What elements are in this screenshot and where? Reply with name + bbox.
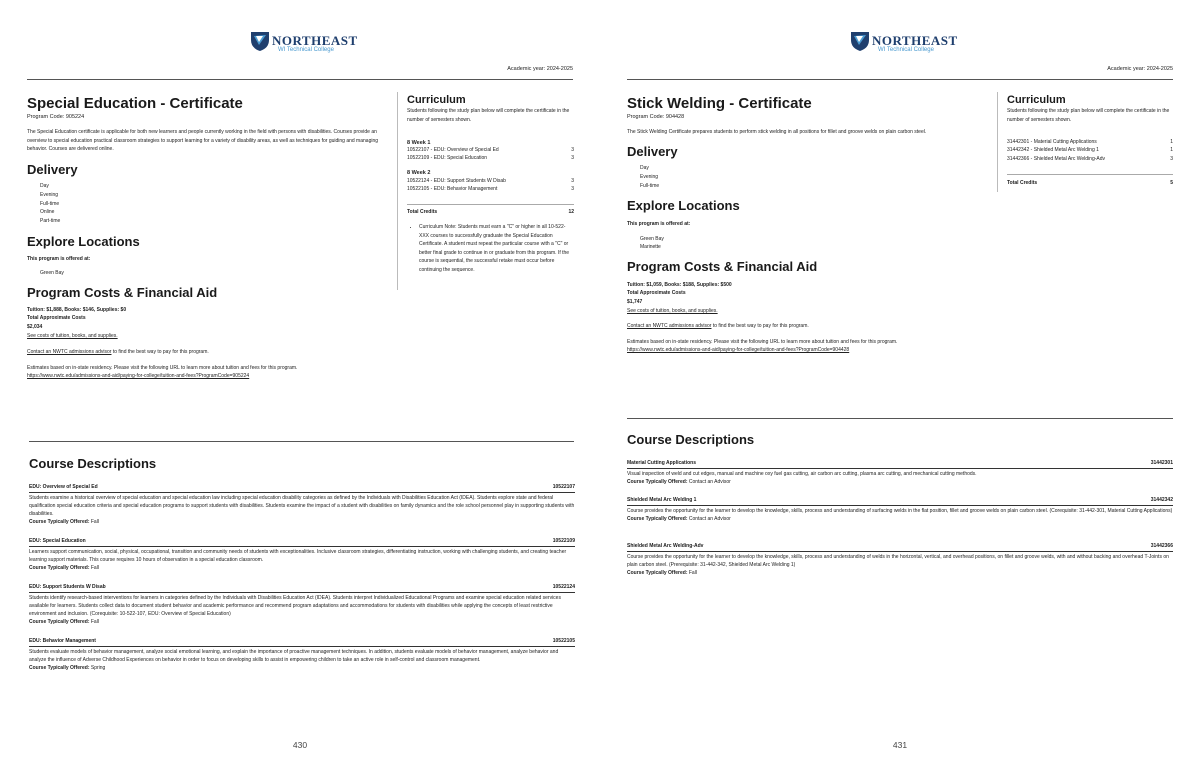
course-title: Shielded Metal Arc Welding-Adv (627, 543, 704, 549)
see-costs-link[interactable]: See costs of tuition, books, and supplies. (627, 308, 718, 314)
logo-subtitle: WI Technical College (278, 47, 334, 53)
offered-value: Fall (89, 565, 99, 571)
group-label: 8 Week 1 (407, 140, 431, 146)
courses-rule (29, 441, 574, 442)
course-title: EDU: Behavior Management (29, 638, 96, 644)
page-431 (600, 0, 1200, 776)
total-costs-label: Total Approximate Costs (27, 315, 86, 321)
course-descriptions-heading: Course Descriptions (29, 456, 157, 471)
tuition-url-link[interactable]: https://www.nwtc.edu/admissions-and-aid/paying-for-college/tuition-and-fees?ProgramCode=905224 (27, 373, 250, 379)
location-item: Marinette (640, 244, 661, 250)
course-name: 31442366 - Shielded Metal Arc Welding-Adv (1007, 156, 1106, 162)
advisor-link[interactable]: Contact an NWTC admissions advisor (27, 349, 112, 355)
offered-label: Course Typically Offered: (29, 665, 90, 671)
course-desc: Course provides the opportunity for the learner to develop the knowledge, skills, process and understanding of welds in the horizontal, vertical, and overhead positions, on fillet and groove welds, with and without backing and overhead T-Joints on plain carbon steel. (Prerequisite: 31-442-342, Shielded Metal Arc Welding 1) (627, 554, 1169, 568)
delivery-item: Online (40, 209, 55, 216)
courses-rule (627, 418, 1173, 419)
credits-rule (1007, 174, 1173, 175)
course-title: Shielded Metal Arc Welding 1 (627, 497, 697, 503)
course-block (29, 584, 575, 626)
header-rule (27, 79, 573, 80)
course-block (627, 497, 1173, 523)
course-block (29, 538, 575, 572)
curriculum-divider (997, 92, 998, 192)
delivery-item: Full-time (40, 200, 60, 207)
course-desc: Learners support communication, social, physical, occupational, transition and community needs of students with exceptionalities. Inclusive classroom strategies, differentiating instruction, working with challenging students, and creating teacher learning support materials. This course requires 10 hours of observation in a special education classroom. (29, 549, 567, 563)
total-credits-label: Total Credits (407, 209, 438, 215)
delivery-heading: Delivery (27, 162, 78, 177)
curriculum-note-text: • Curriculum Note: Students must earn a "C" or higher in all 10-522-XXX courses to successfully graduate the Special Education Certificate. A student must repeat the particular course with a "C" or better final grade to continue in or graduate from this program. If the course is sequential, the successful retake must occur before continuing the sequence. (419, 223, 574, 274)
course-title: EDU: Support Students W Disab (29, 584, 106, 590)
course-credits: 1 (1170, 139, 1173, 145)
total-costs-value: $1,747 (627, 299, 643, 305)
curriculum-row (407, 147, 574, 155)
offered-label: Course Typically Offered: (627, 570, 688, 576)
offered-value: Fall (89, 519, 99, 525)
course-credits: 3 (571, 147, 574, 153)
offered-value: Spring (89, 665, 106, 671)
total-costs-label: Total Approximate Costs (627, 290, 686, 296)
program-title: Special Education - Certificate (27, 95, 243, 112)
course-block (627, 543, 1173, 577)
location-item: Green Bay (40, 270, 64, 276)
course-code: 10522109 (552, 538, 575, 544)
shield-logo-icon (250, 30, 270, 52)
course-name: 10522109 - EDU: Special Education (407, 155, 488, 161)
course-block (627, 460, 1173, 486)
course-name: 31442301 - Material Cutting Applications (1007, 139, 1097, 145)
header-rule (627, 79, 1173, 80)
course-credits: 3 (1170, 156, 1173, 162)
course-credits: 3 (571, 155, 574, 161)
curriculum-row (407, 155, 574, 163)
tuition-url-link[interactable]: https://www.nwtc.edu/admissions-and-aid/paying-for-college/tuition-and-fees?ProgramCode=904428 (627, 347, 850, 353)
course-code: 10522107 (552, 484, 575, 490)
offered-label: Course Typically Offered: (627, 516, 688, 522)
program-code: Program Code: 904428 (627, 114, 685, 120)
offered-label: Course Typically Offered: (29, 619, 90, 625)
delivery-item: Day (640, 165, 649, 171)
curriculum-panel (407, 94, 574, 124)
course-descriptions-heading: Course Descriptions (627, 432, 755, 447)
course-code: 31442342 (1150, 497, 1173, 503)
total-costs-value: $2,034 (27, 324, 43, 330)
curriculum-heading: Curriculum (407, 94, 466, 106)
course-desc: Students evaluate models of behavior management, analyze social emotional learning, and explain the importance of proactive management techniques. In addition, students evaluate models of behavior management, analyze behavior and analyze the influence of Adverse Childhood Experiences on behavior in order to focus on developing skills to assist in empowering children to take an active role in self-control and classroom management. (29, 649, 559, 663)
curriculum-intro: Students following the study plan below will complete the certificate in the number of semesters shown. (407, 108, 570, 123)
curriculum-row (1007, 139, 1173, 147)
course-code: 10522124 (552, 584, 575, 590)
delivery-item: Evening (640, 173, 659, 180)
curriculum-panel (1007, 94, 1173, 124)
offered-at-label: This program is offered at: (627, 221, 691, 227)
offered-label: Course Typically Offered: (29, 519, 90, 525)
advisor-link[interactable]: Contact an NWTC admissions advisor (627, 323, 712, 329)
curriculum-row (407, 186, 574, 194)
program-description: The Special Education certificate is applicable for both new learners and people currently working in the field with persons with disabilities. Courses provide an overview to special education practical classroom strategies to support learning for a variety of disability areas, as well as techniques for guiding and managing behavior. Courses are delivered online. (27, 129, 379, 152)
course-name: 10522107 - EDU: Overview of Special Ed (407, 147, 499, 153)
costs-heading: Program Costs & Financial Aid (627, 259, 818, 274)
costs-line: Tuition: $1,059, Books: $188, Supplies: $500 (627, 282, 732, 288)
curriculum-note (410, 223, 574, 274)
total-credits-value: 5 (1170, 180, 1173, 186)
delivery-list (40, 182, 60, 226)
academic-year: Academic year: 2024-2025 (507, 66, 573, 72)
logo-name: NORTHEAST (872, 33, 958, 48)
locations-heading: Explore Locations (27, 234, 140, 249)
offered-value: Fall (89, 619, 99, 625)
estimates-text: Estimates based on in-state residency. Please visit the following URL to learn more about tuition and fees for this program. (627, 339, 898, 345)
curriculum-divider (397, 92, 398, 290)
course-desc: Visual inspection of weld and cut edges, manual and machine oxy fuel gas cutting, air carbon arc cutting, plasma arc cutting, and mechanical cutting methods. (627, 471, 977, 477)
offered-label: Course Typically Offered: (29, 565, 90, 571)
program-title: Stick Welding - Certificate (627, 95, 812, 112)
course-code: 31442366 (1150, 543, 1173, 549)
see-costs-link[interactable]: See costs of tuition, books, and supplies. (27, 333, 118, 339)
group-label: 8 Week 2 (407, 170, 431, 176)
curriculum-row (1007, 156, 1173, 164)
total-credits-value: 12 (568, 209, 574, 215)
advisor-line (627, 322, 809, 331)
nwtc-logo (850, 30, 970, 58)
delivery-list (640, 164, 659, 190)
course-name: 10522124 - EDU: Support Students W Disab (407, 178, 506, 184)
delivery-item: Day (40, 183, 49, 189)
advisor-text: to find the best way to pay for this program. (711, 323, 809, 329)
page-number: 431 (892, 740, 908, 750)
estimates-text: Estimates based on in-state residency. Please visit the following URL to learn more about tuition and fees for this program. (27, 365, 298, 371)
course-name: 31442342 - Shielded Metal Arc Welding 1 (1007, 147, 1099, 153)
course-desc: Students examine a historical overview of special education and special education law including special education disability categories as defined by the Individuals with Disabilities Education Act (IDEA). Students explore state and federal qualification special education criteria and special education programs to support students with disabilities. Students examine the impact of a student with disabilities on family dynamics and the role school personnel play in supporting students with disabilities. (29, 495, 575, 517)
location-item: Green Bay (640, 236, 664, 242)
advisor-line (27, 348, 209, 357)
offered-value: Contact an Advisor (687, 516, 731, 522)
page-number: 430 (292, 740, 308, 750)
delivery-item: Full-time (640, 182, 660, 189)
course-credits: 3 (571, 178, 574, 184)
advisor-text: to find the best way to pay for this program. (111, 349, 209, 355)
course-code: 10522105 (552, 638, 575, 644)
costs-line: Tuition: $1,888, Books: $146, Supplies: $0 (27, 307, 127, 313)
course-title: EDU: Overview of Special Ed (29, 484, 98, 490)
curriculum-row (1007, 147, 1173, 155)
locations-heading: Explore Locations (627, 198, 740, 213)
delivery-item: Part-time (40, 218, 61, 225)
shield-logo-icon (850, 30, 870, 52)
offered-label: Course Typically Offered: (627, 479, 688, 485)
course-code: 31442301 (1150, 460, 1173, 466)
course-block (29, 484, 575, 526)
delivery-item: Evening (40, 191, 59, 198)
logo-subtitle: WI Technical College (878, 47, 934, 53)
program-description: The Stick Welding Certificate prepares students to perform stick welding in all positions for fillet and groove welds on plain carbon steel. (627, 129, 927, 135)
credits-rule (407, 204, 574, 205)
total-credits-row (1007, 180, 1173, 188)
offered-value: Contact an Advisor (687, 479, 731, 485)
costs-heading: Program Costs & Financial Aid (27, 285, 218, 300)
course-credits: 3 (571, 186, 574, 192)
nwtc-logo (250, 30, 370, 58)
logo-name: NORTHEAST (272, 33, 358, 48)
course-desc: Course provides the opportunity for the learner to develop the knowledge, skills, process and understanding of surfacing welds in the flat position, fillet and groove welds on plain carbon steel. (Corequisite: 31-442-301, Material Cutting Applications) (627, 508, 1173, 514)
curriculum-heading: Curriculum (1007, 94, 1066, 106)
course-desc: Students identify research-based interventions for learners in categories defined by the Individuals with Disabilities Education Act (IDEA). Students interpret Individualized Educational Programs and examine special education related services available for learners. Students collect data to document student behavior and academic performance and recommend program adaptations and accommodations for students with disabilities while applying the concepts of least restrictive environment and inclusion. (Corequisite: 10-522-107, EDU: Overview of Special Education) (29, 595, 561, 617)
delivery-heading: Delivery (627, 144, 678, 159)
course-title: EDU: Special Education (29, 538, 86, 544)
academic-year: Academic year: 2024-2025 (1107, 66, 1173, 72)
curriculum-row (407, 178, 574, 186)
total-credits-label: Total Credits (1007, 180, 1038, 186)
offered-value: Fall (687, 570, 697, 576)
course-credits: 1 (1170, 147, 1173, 153)
course-name: 10522105 - EDU: Behavior Management (407, 186, 498, 192)
total-credits-row (407, 209, 574, 217)
offered-at-label: This program is offered at: (27, 256, 91, 262)
course-block (29, 638, 575, 672)
program-code: Program Code: 905224 (27, 114, 85, 120)
curriculum-intro: Students following the study plan below will complete the certificate in the number of semesters shown. (1007, 108, 1170, 123)
course-title: Material Cutting Applications (627, 460, 696, 466)
